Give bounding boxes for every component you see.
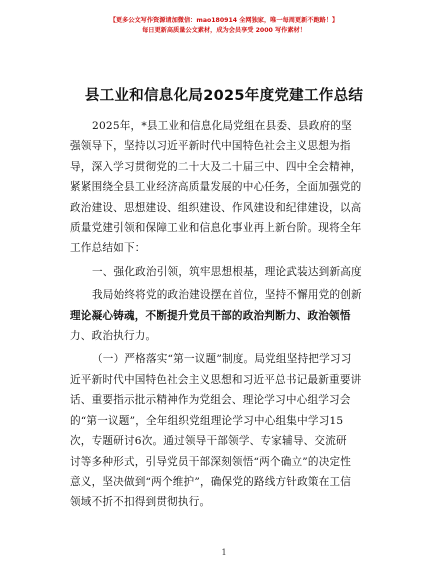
promo-banner — [0, 16, 448, 35]
document-body — [70, 116, 382, 513]
text-line: 强领导下，坚持以习近平新时代中国特色社会主义思想为指 — [70, 140, 351, 153]
text-line: 力、政治执行力。 — [70, 330, 157, 343]
text-line: （一）严格落实“第一议题”制度。局党组坚持把学习习 — [92, 353, 352, 366]
page-number: 1 — [221, 548, 227, 557]
text-line: 次，专题研讨6次。通过领导干部领学、专家辅导、交流研 — [70, 435, 347, 448]
text-line: 政治建设、思想建设、组织建设、作风建设和纪律建设，以高 — [70, 201, 362, 214]
text-line: 质量党建引领和保障工业和信息化事业再上新台阶。现将全年 — [70, 222, 362, 235]
text-line: 2025年，*县工业和信息化局党组在县委、县政府的坚 — [92, 120, 352, 132]
text-line: 讨等多种形式，引导党员干部深刻领悟“两个确立”的决定性 — [70, 455, 352, 468]
text-line: 领域不折不扣得到贯彻执行。 — [70, 496, 211, 509]
promo-banner-line-1: 【更多公文写作资源请加微信：mao180914 全网独家，唯一每周更新不跑路！】 — [109, 17, 339, 24]
promo-banner-line-2: 每日更新高质量公文素材，成为会员享受 2000 写作素材！ — [142, 26, 306, 34]
section-heading: 一、强化政治引领，筑牢思想根基，理论武装达到新高度 — [92, 265, 362, 278]
text-line: 我局始终将党的政治建设摆在首位，坚持不懈用党的创新 — [92, 289, 362, 302]
text-line: 话、重要指示批示精神作为党组会、理论学习中心组学习会 — [70, 394, 351, 407]
text-line: 近平新时代中国特色社会主义思想和习近平总书记最新重要讲 — [70, 373, 362, 386]
text-line: 导，深入学习贯彻党的二十大及二十届三中、四中全会精神， — [70, 160, 362, 173]
text-line-bold: 理论凝心铸魂，不断提升党员干部的政治判断力、政治领悟 — [70, 309, 351, 322]
text-line: 紧紧围绕全县工业经济高质量发展的中心任务，全面加强党的 — [70, 181, 362, 194]
text-line: 工作总结如下： — [70, 242, 146, 255]
document-title: 县工业和信息化局2025年度党建工作总结 — [84, 88, 364, 104]
text-line: 意义，坚决做到“两个维护”，确保党的路线方针政策在工信 — [70, 475, 352, 488]
text-line: 的“第一议题”，全年组织党组理论学习中心组集中学习15 — [70, 414, 344, 427]
